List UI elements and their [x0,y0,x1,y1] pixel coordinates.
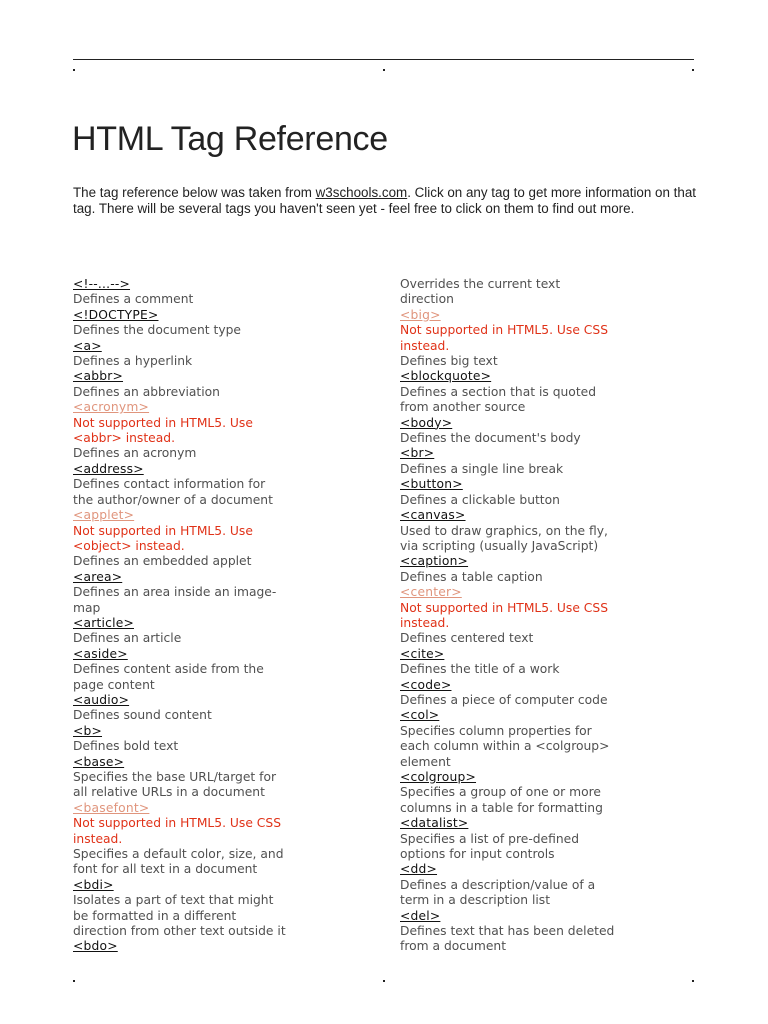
list-item [400,585,648,600]
tag-link[interactable]: <colgroup> [400,770,477,784]
tag-description: Defines a comment [73,292,194,307]
tag-description: Defines a clickable button [400,492,560,507]
tag-link[interactable]: <del> [400,908,441,923]
list-item [400,354,648,369]
list-item [400,539,648,554]
list-item [73,601,318,616]
list-item [73,477,318,492]
list-item [73,431,318,446]
list-item [400,862,648,877]
list-item [73,816,318,831]
list-item [73,308,318,323]
list-item [73,493,318,508]
list-item [73,323,318,338]
tag-description: term in a description list [400,893,551,908]
list-item [73,570,318,585]
tag-description: Overrides the current text [400,277,561,291]
tag-link[interactable]: <canvas> [400,508,466,523]
tag-description: Defines an area inside an image- [73,585,277,600]
crop-mark [73,980,75,982]
list-item [73,400,318,415]
tag-link[interactable]: <aside> [73,646,128,661]
tag-link[interactable]: <article> [73,615,134,630]
tag-link[interactable]: <base> [73,754,125,769]
tag-description: Used to draw graphics, on the fly, [400,523,608,538]
tag-link[interactable]: <address> [73,461,144,476]
list-item [73,524,318,539]
deprecation-warning: Not supported in HTML5. Use CSS [400,600,609,615]
tag-description: direction from other text outside it [73,924,286,939]
tag-description: Defines a section that is quoted [400,384,597,399]
list-item [400,678,648,693]
list-item [400,431,648,446]
list-item [400,462,648,477]
list-item [73,585,318,600]
list-item [400,816,648,831]
tag-description: columns in a table for formatting [400,800,603,815]
tag-description: from a document [400,939,507,954]
intro-text-after: . Click on any tag to get more information on that tag. There will be several tags you haven't seen yet - feel free to click on them to find out more. [73,185,696,217]
tag-link[interactable]: <bdo> [73,939,118,954]
list-item [73,724,318,739]
tag-description: Defines the document type [73,323,241,338]
tag-description: Defines a table caption [400,569,543,584]
tag-link[interactable]: <a> [73,338,102,353]
list-item [73,678,318,693]
deprecation-warning: Not supported in HTML5. Use [73,523,253,538]
list-item [400,385,648,400]
list-item [73,369,318,384]
tag-description: via scripting (usually JavaScript) [400,538,599,553]
tag-link[interactable]: <audio> [73,692,130,707]
tag-link[interactable]: <!--...--> [73,277,131,291]
list-item [73,508,318,523]
crop-mark [692,69,694,71]
list-item [400,493,648,508]
list-item [400,693,648,708]
intro-text-before: The tag reference below was taken from [73,185,316,200]
list-item [73,785,318,800]
list-item [73,539,318,554]
tag-description: Defines a description/value of a [400,877,596,892]
list-item [400,616,648,631]
deprecated-tag-link[interactable]: <center> [400,585,462,600]
tag-description: Defines content aside from the [73,662,264,677]
list-item [73,354,318,369]
tag-description: Defines the title of a work [400,662,560,677]
tag-link[interactable]: <body> [400,415,453,430]
list-item [400,708,648,723]
tag-description: the author/owner of a document [73,492,273,507]
tag-description: from another source [400,400,526,415]
tag-description: Specifies the base URL/target for [73,770,277,784]
tag-link[interactable]: <b> [73,723,103,738]
list-item [73,416,318,431]
intro-paragraph [73,185,698,218]
deprecation-warning: <object> instead. [73,538,185,553]
tag-link[interactable]: <area> [73,569,123,584]
list-item [73,446,318,461]
right-tag-column [400,277,648,955]
list-item [400,524,648,539]
list-item [73,878,318,893]
list-item [400,416,648,431]
list-item [400,662,648,677]
list-item [400,647,648,662]
list-item [400,369,648,384]
list-item [73,631,318,646]
list-item [73,662,318,677]
deprecated-tag-link[interactable]: <acronym> [73,400,150,415]
header-rule [73,59,694,60]
list-item [400,832,648,847]
list-item [400,277,648,292]
tag-description: Defines an acronym [73,446,197,461]
tag-description: Specifies a group of one or more [400,785,601,800]
deprecated-tag-link[interactable]: <basefont> [73,800,150,815]
deprecated-tag-link[interactable]: <big> [400,307,441,322]
list-item [400,308,648,323]
list-item [73,554,318,569]
tag-description: Defines an abbreviation [73,384,220,399]
tag-description: map [73,600,101,615]
tag-description: direction [400,292,454,307]
left-tag-column [73,277,318,955]
list-item [73,647,318,662]
tag-link[interactable]: <button> [400,477,463,492]
list-item [73,462,318,477]
deprecation-warning: <abbr> instead. [73,431,175,446]
deprecation-warning: Not supported in HTML5. Use CSS [400,323,609,338]
deprecation-warning: Not supported in HTML5. Use [73,415,253,430]
tag-link[interactable]: <bdi> [73,877,114,892]
list-item [73,339,318,354]
tag-description: element [400,754,451,769]
tag-description: Defines an embedded applet [73,554,252,569]
tag-link[interactable]: <abbr> [73,369,124,384]
list-item [73,770,318,785]
list-item [400,601,648,616]
list-item [73,739,318,754]
list-item [73,755,318,770]
tag-description: all relative URLs in a document [73,785,265,800]
deprecation-warning: instead. [400,615,450,630]
list-item [73,862,318,877]
list-item [73,801,318,816]
list-item [73,832,318,847]
list-item [73,277,318,292]
tag-description: Defines bold text [73,739,179,754]
tag-description: Defines a piece of computer code [400,692,608,707]
list-item [400,477,648,492]
page-title: HTML Tag Reference [72,120,388,158]
list-item [73,893,318,908]
list-item [73,939,318,954]
tag-link[interactable]: <caption> [400,554,469,569]
list-item [400,893,648,908]
deprecation-warning: Not supported in HTML5. Use CSS [73,816,282,831]
list-item [400,446,648,461]
tag-description: Defines a hyperlink [73,354,193,369]
tag-description: options for input controls [400,847,555,862]
list-item [400,508,648,523]
tag-link[interactable]: <datalist> [400,816,469,831]
list-item [400,770,648,785]
list-item [400,939,648,954]
crop-mark [73,69,75,71]
tag-description: Isolates a part of text that might [73,893,274,908]
list-item [400,292,648,307]
deprecation-warning: instead. [73,831,123,846]
tag-link[interactable]: <!DOCTYPE> [73,307,159,322]
list-item [400,785,648,800]
list-item [73,385,318,400]
tag-description: Defines big text [400,354,498,369]
list-item [400,755,648,770]
deprecated-tag-link[interactable]: <applet> [73,508,135,523]
tag-description: Specifies column properties for [400,723,592,738]
list-item [73,292,318,307]
w3schools-link[interactable]: w3schools.com [315,185,408,200]
list-item [73,924,318,939]
tag-link[interactable]: <col> [400,708,440,723]
tag-link[interactable]: <dd> [400,862,438,877]
crop-mark [692,980,694,982]
list-item [400,878,648,893]
tag-link[interactable]: <code> [400,677,452,692]
tag-description: Defines an article [73,631,182,646]
list-item [400,847,648,862]
crop-mark [383,980,385,982]
tag-description: font for all text in a document [73,862,258,877]
list-item [73,847,318,862]
tag-description: Defines sound content [73,708,212,723]
tag-description: Specifies a default color, size, and [73,847,284,862]
tag-description: Defines centered text [400,631,534,646]
list-item [400,724,648,739]
tag-link[interactable]: <br> [400,446,435,461]
list-item [73,909,318,924]
list-item [400,339,648,354]
tag-description: be formatted in a different [73,908,237,923]
tag-description: Defines the document's body [400,431,581,446]
list-item [400,400,648,415]
list-item [73,616,318,631]
deprecation-warning: instead. [400,338,450,353]
tag-description: Specifies a list of pre-defined [400,831,580,846]
tag-description: Defines a single line break [400,461,564,476]
tag-description: page content [73,677,155,692]
list-item [400,924,648,939]
list-item [400,801,648,816]
list-item [400,554,648,569]
tag-description: Defines contact information for [73,477,266,492]
list-item [400,909,648,924]
tag-description: each column within a <colgroup> [400,739,610,754]
list-item [400,631,648,646]
tag-link[interactable]: <blockquote> [400,369,492,384]
tag-description: Defines text that has been deleted [400,924,615,939]
tag-link[interactable]: <cite> [400,646,445,661]
list-item [400,323,648,338]
list-item [400,570,648,585]
list-item [73,708,318,723]
list-item [400,739,648,754]
list-item [73,693,318,708]
crop-mark [383,69,385,71]
